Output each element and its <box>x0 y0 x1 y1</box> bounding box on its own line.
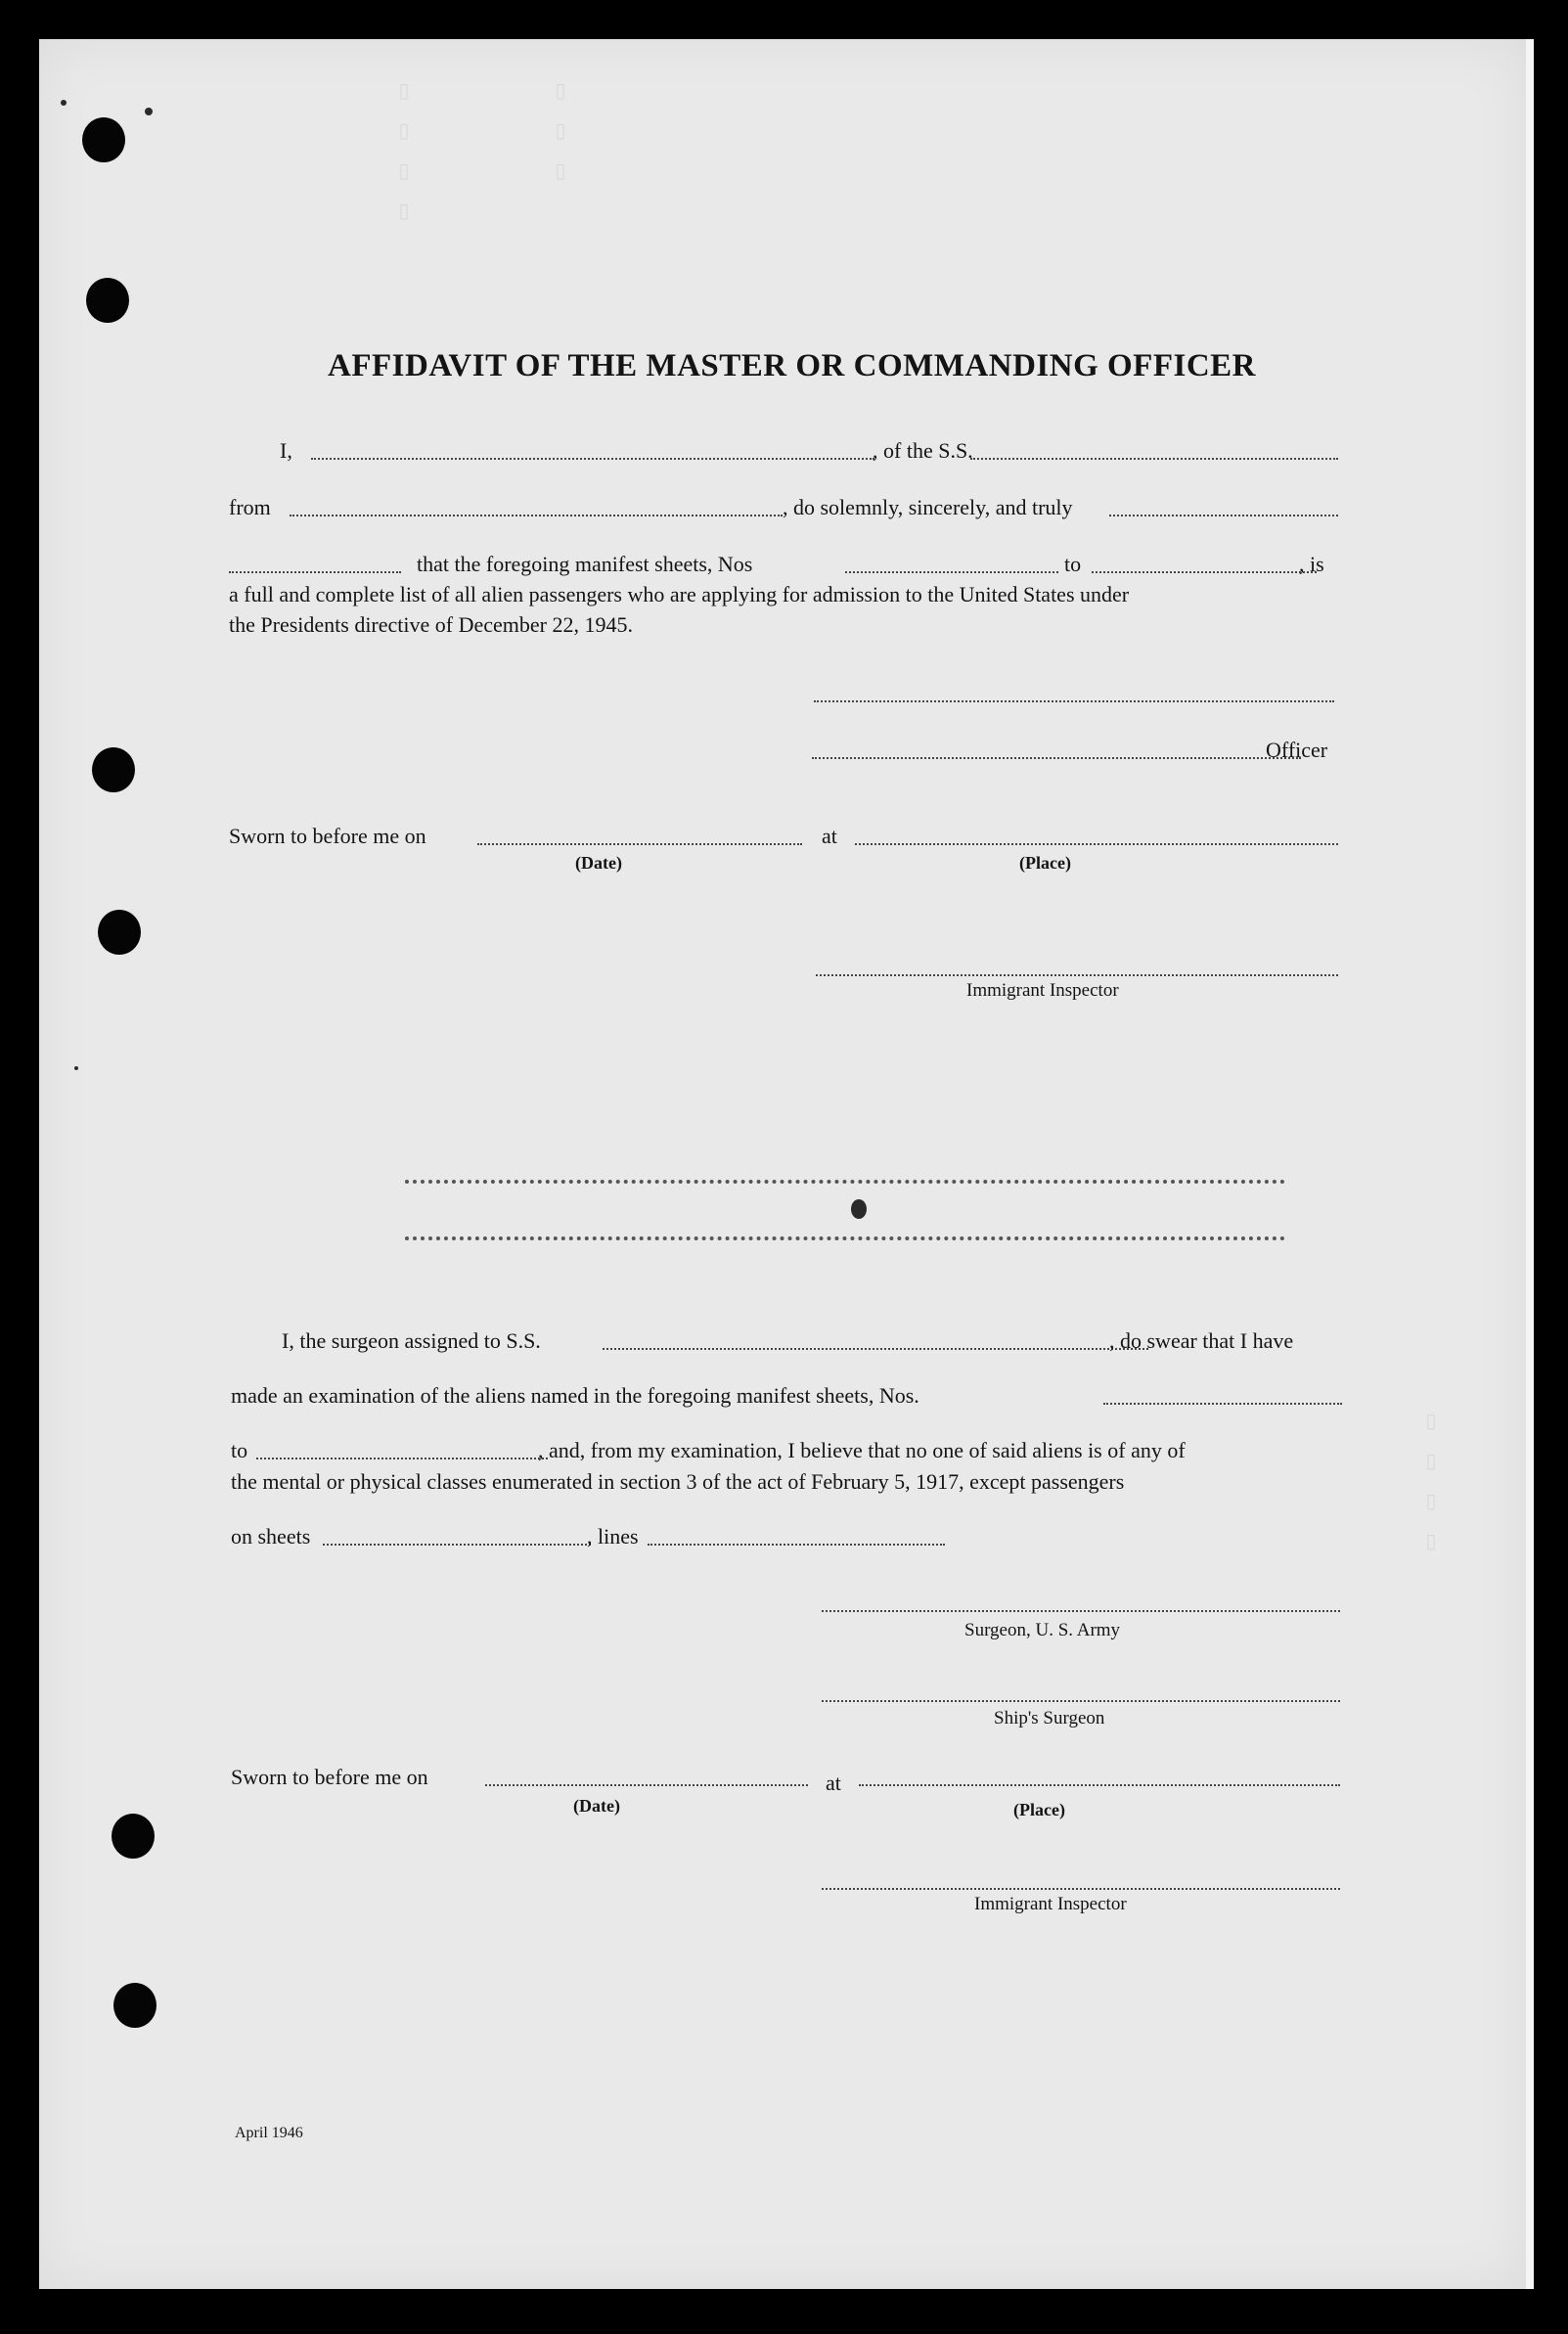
i-label: I, <box>280 438 292 463</box>
officer-label: Officer <box>1266 738 1328 762</box>
ship-name-field[interactable] <box>970 458 1338 460</box>
from-label: from <box>229 495 271 519</box>
punch-hole <box>113 1983 157 2028</box>
ship-surgeon-label: Ship's Surgeon <box>994 1708 1105 1728</box>
master-name-field[interactable] <box>311 458 874 460</box>
sheets-field[interactable] <box>323 1544 591 1546</box>
punch-hole <box>86 278 129 323</box>
separator-dots <box>405 1180 1285 1184</box>
master-line-2: a full and complete list of all alien passengers who are applying for admission to the United States under <box>229 582 1130 606</box>
army-surgeon-signature-line[interactable] <box>822 1610 1340 1612</box>
inspector-label: Immigrant Inspector <box>966 980 1119 1001</box>
place-caption: (Place) <box>1019 853 1071 873</box>
bleed-through: ▯ ▯ ▯ <box>549 78 570 188</box>
punch-hole <box>112 1814 155 1859</box>
speck <box>851 1199 867 1219</box>
to-label: to <box>1064 552 1082 576</box>
speck <box>61 100 67 106</box>
surgeon-date-caption: (Date) <box>573 1796 620 1816</box>
ship-surgeon-signature-line[interactable] <box>822 1700 1340 1702</box>
punch-hole <box>92 747 135 792</box>
separator-dots <box>405 1236 1285 1240</box>
army-surgeon-label: Surgeon, U. S. Army <box>964 1620 1121 1640</box>
at-label: at <box>822 824 837 848</box>
surgeon-sheets-to-field[interactable] <box>256 1458 548 1459</box>
inspector-signature-line[interactable] <box>816 974 1338 976</box>
officer-signature-line[interactable] <box>812 757 1301 759</box>
punch-hole <box>82 117 125 162</box>
surgeon-line-1b: , do swear that I have <box>1109 1328 1294 1353</box>
bleed-through: ▯ ▯ ▯ ▯ <box>1419 1409 1441 1558</box>
speck <box>145 108 153 115</box>
surgeon-sworn-place-field[interactable] <box>859 1784 1340 1786</box>
sworn-place-field[interactable] <box>855 843 1338 845</box>
oath-word-field-2[interactable] <box>229 571 401 573</box>
date-caption: (Date) <box>575 853 622 873</box>
speck <box>74 1066 78 1070</box>
surgeon-line-1a: I, the surgeon assigned to S.S. <box>282 1328 541 1353</box>
manifest-label: that the foregoing manifest sheets, Nos <box>417 552 753 576</box>
surgeon-inspector-label: Immigrant Inspector <box>974 1894 1127 1914</box>
bleed-through: ▯ ▯ ▯ ▯ <box>392 78 414 228</box>
sworn-label: Sworn to before me on <box>229 824 426 848</box>
surgeon-at-label: at <box>826 1771 841 1795</box>
of-ss-label: , of the S.S. <box>873 438 973 463</box>
punch-hole <box>98 910 141 955</box>
from-port-field[interactable] <box>290 515 783 516</box>
surgeon-line-2: made an examination of the aliens named in the foregoing manifest sheets, Nos. <box>231 1383 919 1408</box>
on-sheets-label: on sheets <box>231 1524 311 1549</box>
solemnly-label: , do solemnly, sincerely, and truly <box>783 495 1073 519</box>
surgeon-place-caption: (Place) <box>1013 1800 1065 1819</box>
surgeon-sworn-date-field[interactable] <box>485 1784 808 1786</box>
surgeon-to-label: to <box>231 1438 248 1462</box>
form-date: April 1946 <box>235 2125 303 2141</box>
surgeon-sheets-from-field[interactable] <box>1103 1403 1342 1405</box>
form-page <box>39 39 1534 2289</box>
surgeon-ship-field[interactable] <box>603 1348 1148 1350</box>
is-label: , is <box>1299 552 1324 576</box>
oath-word-field[interactable] <box>1109 515 1338 516</box>
sheets-from-field[interactable] <box>845 571 1058 573</box>
lines-field[interactable] <box>648 1544 945 1546</box>
surgeon-line-4: the mental or physical classes enumerated in section 3 of the act of February 5, 1917, except passengers <box>231 1469 1125 1494</box>
sheets-to-field[interactable] <box>1092 571 1317 573</box>
sworn-date-field[interactable] <box>477 843 802 845</box>
lines-label: , lines <box>587 1524 639 1549</box>
surgeon-inspector-signature-line[interactable] <box>822 1888 1340 1890</box>
surgeon-sworn-label: Sworn to before me on <box>231 1765 428 1789</box>
document-title: AFFIDAVIT OF THE MASTER OR COMMANDING OFFICER <box>328 348 1256 383</box>
master-line-3: the Presidents directive of December 22, 1945. <box>229 612 633 637</box>
surgeon-line-3: , and, from my examination, I believe that no one of said aliens is of any of <box>538 1438 1186 1462</box>
signature-line[interactable] <box>814 700 1334 702</box>
